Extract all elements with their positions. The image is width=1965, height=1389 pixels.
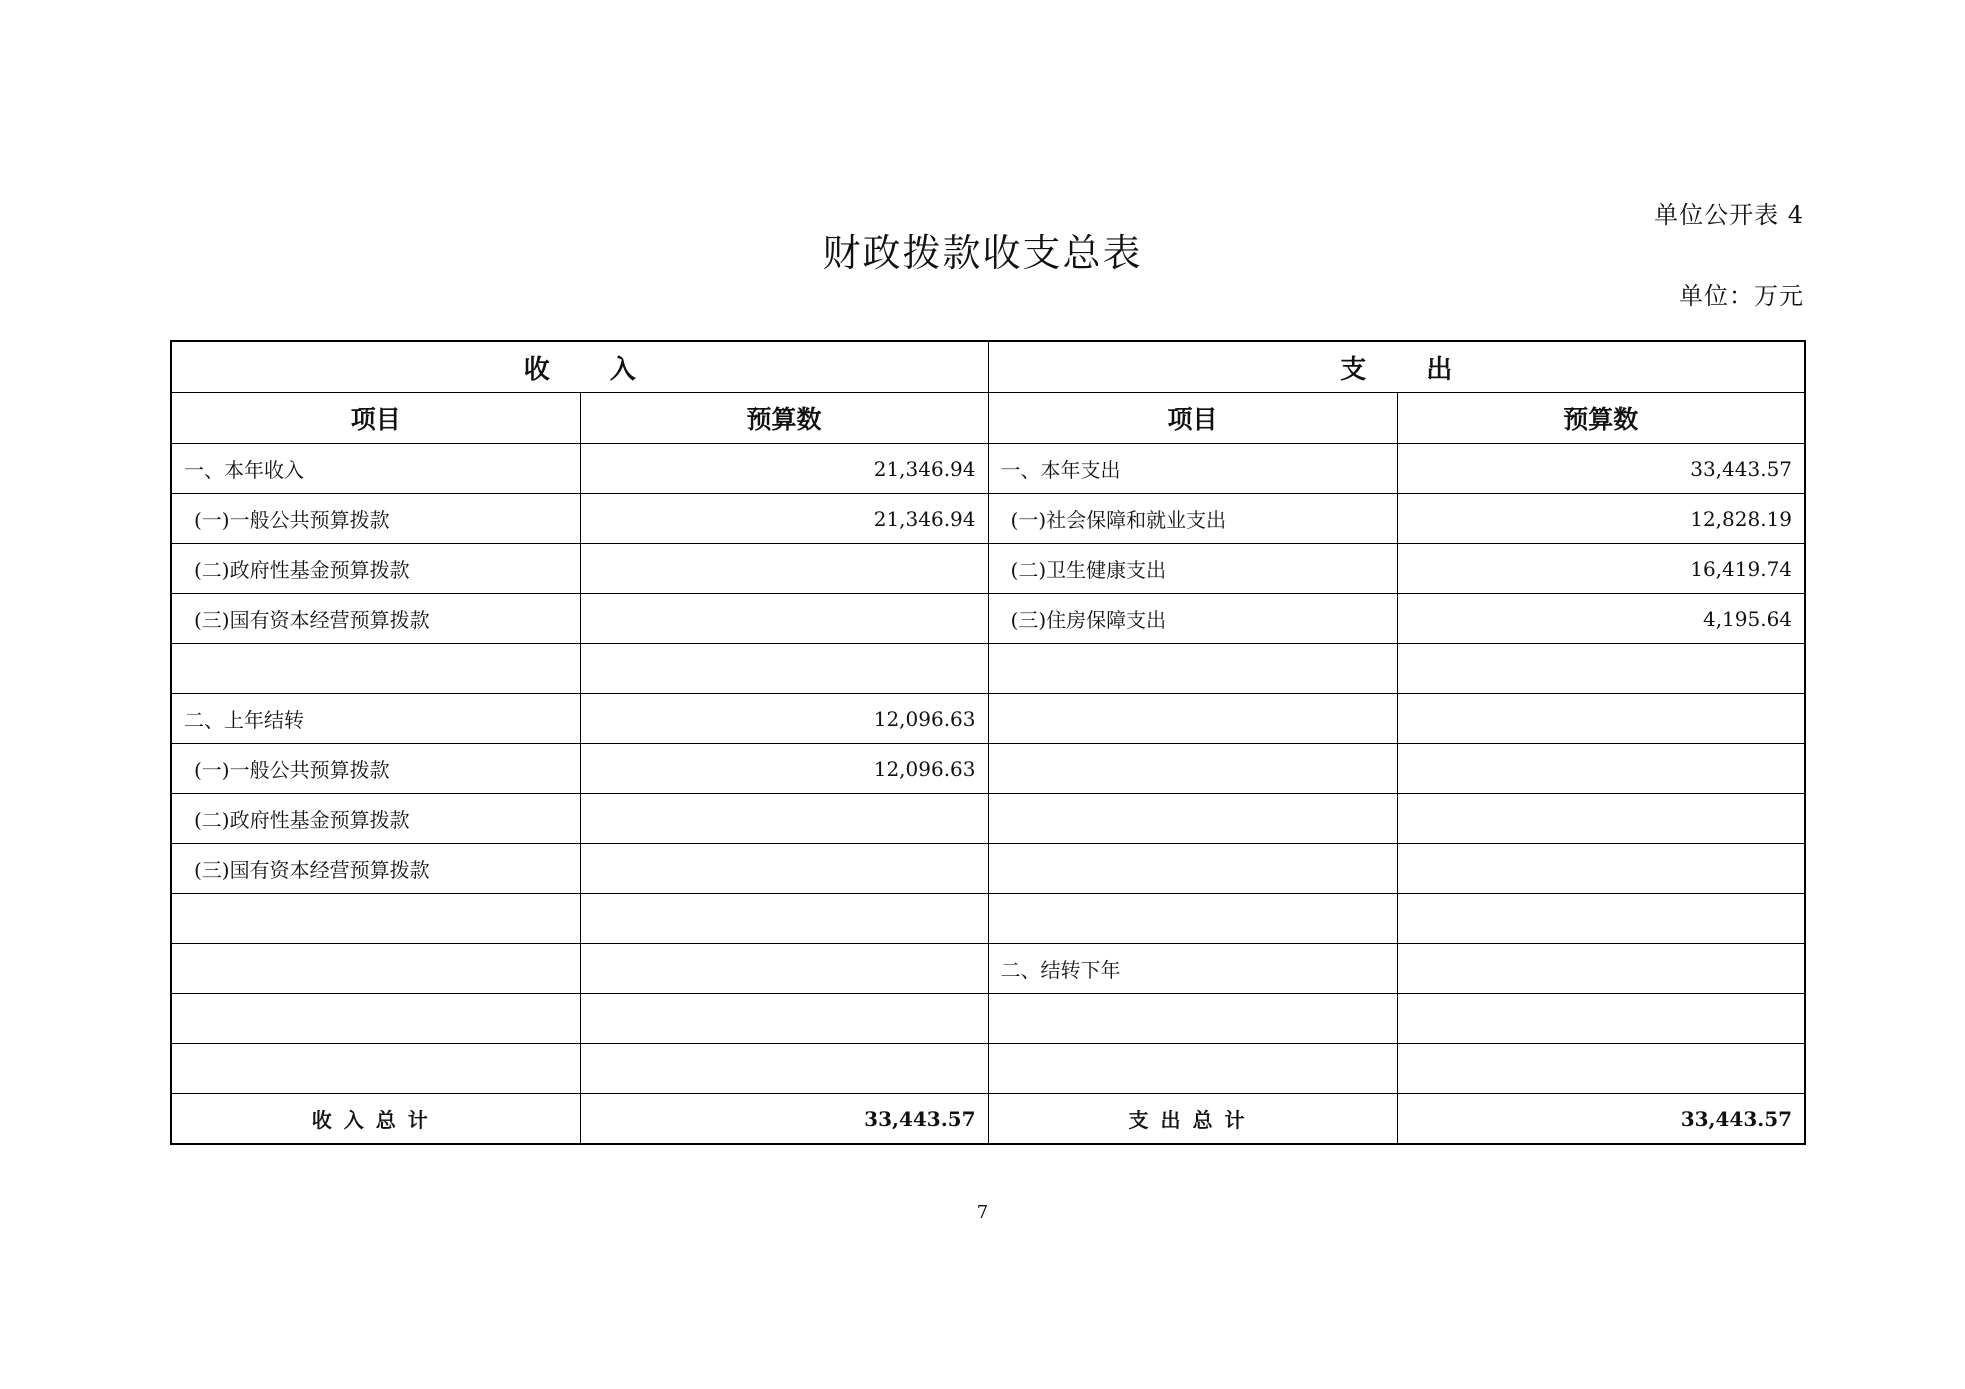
income-value-cell [580, 544, 988, 594]
expense-value-cell [1397, 844, 1805, 894]
income-value-cell [580, 644, 988, 694]
expense-value-cell: 12,828.19 [1397, 494, 1805, 544]
expense-value-cell [1397, 744, 1805, 794]
total-row [171, 1094, 1805, 1145]
expense-value-cell: 33,443.57 [1397, 444, 1805, 494]
table-row [171, 694, 1805, 744]
income-value-cell [580, 894, 988, 944]
income-value-cell: 21,346.94 [580, 444, 988, 494]
table-row [171, 894, 1805, 944]
expense-item-cell [988, 794, 1397, 844]
income-item-cell [171, 644, 580, 694]
income-value-cell: 21,346.94 [580, 494, 988, 544]
expense-item-cell: (三)住房保障支出 [988, 594, 1397, 644]
income-value-cell [580, 594, 988, 644]
expense-value-cell [1397, 644, 1805, 694]
expense-item-cell: (一)社会保障和就业支出 [988, 494, 1397, 544]
income-section-header: 收入 [171, 341, 988, 393]
expense-section-header: 支出 [988, 341, 1805, 393]
income-item-cell: 二、上年结转 [171, 694, 580, 744]
expense-item-cell: 二、结转下年 [988, 944, 1397, 994]
income-value-cell [580, 994, 988, 1044]
expense-value-cell [1397, 894, 1805, 944]
income-item-cell: (一)一般公共预算拨款 [171, 744, 580, 794]
income-item-cell [171, 894, 580, 944]
expense-item-cell [988, 844, 1397, 894]
income-item-cell: (一)一般公共预算拨款 [171, 494, 580, 544]
expense-total-label: 支出总计 [988, 1094, 1397, 1145]
income-total-label: 收入总计 [171, 1094, 580, 1145]
income-value-cell [580, 844, 988, 894]
expense-total-value: 33,443.57 [1397, 1094, 1805, 1145]
income-total-value: 33,443.57 [580, 1094, 988, 1145]
income-item-cell: (二)政府性基金预算拨款 [171, 544, 580, 594]
income-budget-header: 预算数 [580, 393, 988, 444]
income-item-cell [171, 944, 580, 994]
table-row [171, 494, 1805, 544]
income-value-cell: 12,096.63 [580, 694, 988, 744]
expense-item-cell [988, 644, 1397, 694]
table-row [171, 744, 1805, 794]
income-value-cell: 12,096.63 [580, 744, 988, 794]
table-row [171, 594, 1805, 644]
income-value-cell [580, 944, 988, 994]
income-value-cell [580, 1044, 988, 1094]
expense-value-cell [1397, 994, 1805, 1044]
expense-value-cell [1397, 694, 1805, 744]
table-row [171, 444, 1805, 494]
income-item-cell: (三)国有资本经营预算拨款 [171, 844, 580, 894]
income-value-cell [580, 794, 988, 844]
column-header-row [171, 393, 1805, 444]
table-row [171, 994, 1805, 1044]
income-item-cell [171, 994, 580, 1044]
income-item-header: 项目 [171, 393, 580, 444]
expense-budget-header: 预算数 [1397, 393, 1805, 444]
budget-table [170, 340, 1806, 1145]
income-item-cell: (三)国有资本经营预算拨款 [171, 594, 580, 644]
table-row [171, 944, 1805, 994]
expense-value-cell [1397, 794, 1805, 844]
expense-value-cell: 16,419.74 [1397, 544, 1805, 594]
expense-item-cell [988, 1044, 1397, 1094]
expense-item-cell [988, 994, 1397, 1044]
table-row [171, 1044, 1805, 1094]
table-label: 单位公开表 4 [1654, 201, 1804, 229]
expense-item-cell: (二)卫生健康支出 [988, 544, 1397, 594]
expense-value-cell [1397, 944, 1805, 994]
expense-item-cell [988, 894, 1397, 944]
expense-item-cell [988, 744, 1397, 794]
income-item-cell: 一、本年收入 [171, 444, 580, 494]
table-row [171, 544, 1805, 594]
page-number: 7 [976, 1202, 989, 1223]
expense-item-header: 项目 [988, 393, 1397, 444]
table-row [171, 794, 1805, 844]
income-item-cell: (二)政府性基金预算拨款 [171, 794, 580, 844]
expense-item-cell: 一、本年支出 [988, 444, 1397, 494]
expense-item-cell [988, 694, 1397, 744]
unit-label: 单位：万元 [1679, 282, 1804, 310]
page-title: 财政拨款收支总表 [822, 231, 1143, 275]
table-row [171, 844, 1805, 894]
table-row [171, 644, 1805, 694]
expense-value-cell [1397, 1044, 1805, 1094]
section-header-row [171, 341, 1805, 393]
expense-value-cell: 4,195.64 [1397, 594, 1805, 644]
income-item-cell [171, 1044, 580, 1094]
